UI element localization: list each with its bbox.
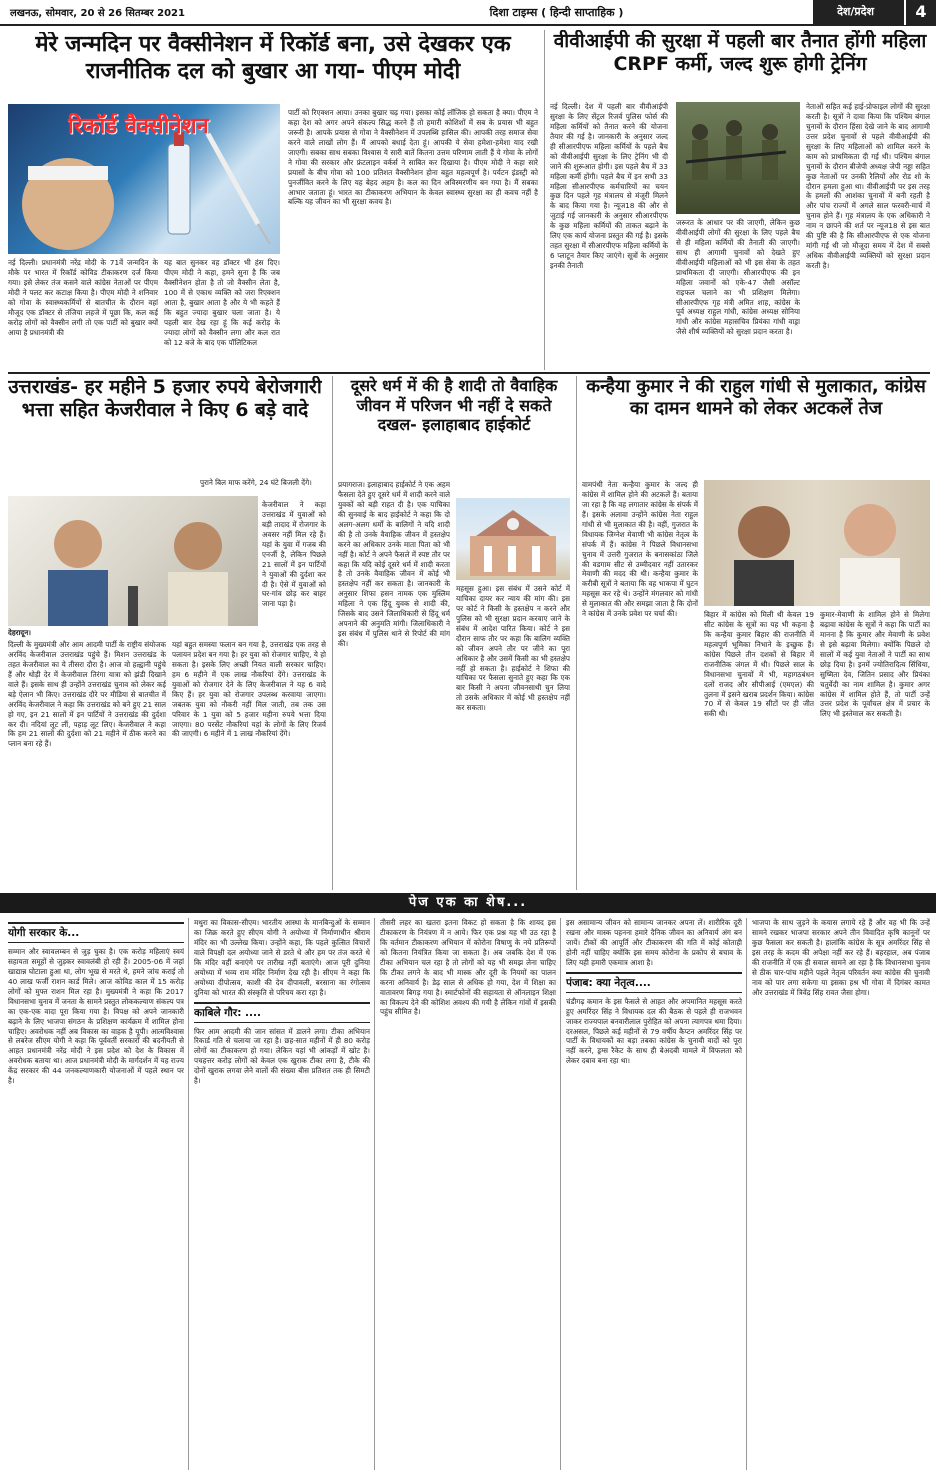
story1-col1: नई दिल्ली। प्रधानमंत्री नरेंद्र मोदी के 71वें जन्मदिन के मौके पर भारत में रिकॉर्ड कोविड टीकाकरण दर्ज किया गया। इसे लेकर तंज कसने वाले कांग्रेस नेताओं पर पीएम मोदी ने पलट कर कटाक्ष किया है। पीएम मोदी ने शनिवार को गोवा के स्वास्थ्यकर्मियों से बातचीत के दौरान वहां मौजूद एक डॉक्टर से तंजिया लहजे में पूछा कि, कल कई करोड़ लोगों को वैक्सीन लगी तो एक पार्टी को बुखार क्यों आया है प्रधानमंत्री की xyxy=(8,258,158,337)
story2-col2: जरूरत के आधार पर की जाएगी, लेकिन कुछ वीवीआईपी लोगों की सुरक्षा के लिए पहले बैच से ही महिला कर्मियों की तैनाती की जाएगी। साथ ही आगामी चुनावों को देखते हुए वीवीआईपी महिलाओं को भी इस सेवा के तहत प्राथमिकता दी जाएगी। सीआरपीएफ की इन महिला जवानों को एके-47 जैसी असॉल्ट राइफल चलाने का भी प्रशिक्षण मिलेगा। सीआरपीएफ गृह मंत्री अमित शाह, कांग्रेस के पूर्व अध्यक्ष राहुल गांधी, कांग्रेस अध्यक्ष सोनिया गांधी और कांग्रेस महासचिव प्रियंका गांधी वाड्रा जैसे शीर्ष व्यक्तियों को सुरक्षा प्रदान करता है। xyxy=(676,218,800,337)
rest-col1-text: सम्मान और स्वावलम्बन से जुड़ चुका है। एक करोड़ महिलाएं स्वयं सहायता समूहों से जुड़कर स्वावलंबी हो रही हैं। 2005-06 में जहां खाद्यान्न घोटाला हुआ था, लोग भूख से मरते थे, हमने जांच कराई तो 40 लाख फर्जी राशन कार्ड मिले। आज कोविड काल में 15 करोड़ लोगों को मुफ्त राशन मिल रहा है। मुख्यमंत्री ने कहा कि 2017 विधानसभा चुनाव में जनता के सामने प्रस्तुत लोककल्याण संकल्प पत्र का एक-एक वादा पूरा किया गया है। विपक्ष को अपने जानकारी बढ़ाने के लिए भाजपा संगठन के प्रशिक्षण कार्यक्रम में शामिल होना चाहिए। अवरोधक नहीं अब विकास का वाहक है यूपी। आत्मविश्वास से लबरेज सीएम योगी ने कहा कि पूर्ववर्ती सरकारों की बदनीयती से आहत प्रधानमंत्री नरेंद्र मोदी ने इस प्रदेश को देश के विकास में अवरोधक बताया था। आज प्रधानमंत्री मोदी के मार्गदर्शन में यह राज्य केंद्र सरकार की 44 जनकल्याणकारी योजनाओं में पहले स्थान पर है। xyxy=(8,947,184,1086)
vaccination-photo xyxy=(8,104,280,254)
story5-col1: वामपंथी नेता कन्हैया कुमार के जल्द ही कांग्रेस में शामिल होने की अटकलें हैं। बताया जा रहा है कि वह लगातार कांग्रेस के संपर्क में हैं। इसके अलावा उन्होंने कांग्रेस नेता राहुल गांधी से भी मुलाकात की है। वहीं, गुजरात के विधायक जिग्नेश मेवाणी भी कांग्रेस नेतृत्व के संपर्क में हैं। कांग्रेस ने पिछले विधानसभा चुनाव में उत्तरी गुजरात के बनासकांठा जिले की वडगाम सीट से उम्मीदवार नहीं उतारकर मेवाणी की मदद की थी। कन्हैया कुमार के करीबी सूत्रों ने बताया कि वह भाकपा में घुटन महसूस कर रहे थे। उन्होंने मंगलवार को गांधी से मुलाकात की और समझा जाता है कि दोनों ने कांग्रेस में उनके प्रवेश पर चर्चा की। xyxy=(582,480,698,619)
story4-col1: प्रयागराज। इलाहाबाद हाईकोर्ट ने एक अहम फैसला देते हुए दूसरे धर्म में शादी करने वाले युवकों को बड़ी राहत दी है। एक याचिका की सुनवाई के बाद हाईकोर्ट ने कहा कि दो अलग-अलग धर्मों के बालिगों ने यदि शादी की है तो उनके वैवाहिक जीवन में हस्तक्षेप करने का अधिकार उनके माता पिता को भी नहीं है। कोर्ट ने अपने फैसले में स्पष्ट तौर पर कहा कि यदि कोई दूसरे धर्म में शादी करता है तो उनके वैवाहिक जीवन में कोई भी हस्तक्षेप नहीं कर सकता है। जानकारी के अनुसार शिफा हसन नामक एक मुस्लिम महिला ने एक हिंदू युवक से शादी की, जिसके बाद उसने जिलाधिकारी से हिंदू धर्म अपनाने की अनुमति मांगी। जिलाधिकारी ने इस संबंध में पुलिस थाने से रिपोर्ट की मांग की। xyxy=(338,480,450,648)
continued-banner: पेज एक का शेष... xyxy=(0,893,936,913)
newspaper-name: दिशा टाइम्स ( हिन्दी साप्ताहिक ) xyxy=(489,5,624,19)
story1-col3: पार्टी को रिएक्शन आया। उनका बुखार चढ़ गया। इसका कोई लॉजिक हो सकता है क्या। पीएम ने कहा देश को अगर अपने संकल्प सिद्ध करने हैं तो हमारी कोशिशों में सब के प्रयास भी बहुत जरूरी है। आपके प्रयास से गोवा ने वैक्सीनेशन में उपलब्धि हासिल की। आपकी तरह समाज सेवा करने वाले लाखों लोग हैं। मैं आपको बधाई देता हूं। आपकी ये सेवा हमेशा-हमेशा याद रखी जाएगी। सबका साथ सबका विश्वास ये सारी बातें कितना उत्तम परिणाम लाती हैं ये गोवा के लोगों ने गोवा की सरकार और फ्रंटलाइन वर्कर्स ने साबित कर दिखाया है। पीएम मोदी ने कहा सारे प्रयासों के बीच गोवा को 100 प्रतिशत वैक्सीनेशन होना बहुत महत्वपूर्ण है। पर्यटन इंडस्ट्री को पुनर्जीवित करने के लिए यह बेहद अहम है। कल का दिन अविस्मरणीय बन गया है। मैं सबका आभार जताता हूं। भारत का टीकाकरण अभियान के केवल स्वास्थ्य सुरक्षा का ही कवच नहीं है बल्कि यह जीवन का भी सुरक्षा कवच है। xyxy=(288,108,538,207)
page-header xyxy=(0,0,936,26)
rest-col1-head: योगी सरकार के... xyxy=(8,922,184,943)
story4-col2: महसूस हुआ। इस संबंध में उसने कोर्ट में याचिका दायर कर न्याय की मांग की। इस पर कोर्ट ने किसी के हस्तक्षेप न करने और पुलिस को भी सुरक्षा प्रदान करवाए जाने के संबंध में आदेश पारित किया। कोर्ट ने इस दौरान साफ तौर पर कहा कि बालिग व्यक्ति को जीवन अपने तौर पर जीने का पूरा अधिकार है और उसमें किसी का भी हस्तक्षेप नहीं हो सकता है। हाईकोर्ट ने शिफा की याचिका पर फैसला सुनाते हुए कहा कि एक बार किसी ने अपना जीवनसाथी चुन लिया तो उसके अधिकार में कोई भी हस्तक्षेप नहीं कर सकता। xyxy=(456,584,570,713)
rest-col1 xyxy=(8,918,184,1470)
rest-col4 xyxy=(566,918,742,1470)
rest-col4-head: पंजाब: क्या नेतृत्व.... xyxy=(566,972,742,993)
story3-side: केजरीवाल ने कहा उत्तराखंड में युवाओं को बड़ी तादाद में रोजगार के अवसर नहीं मिल रहे हैं। यहां के युवा में गजब की एनर्जी है, लेकिन पिछले 21 सालों में इन पार्टियों ने युवाओं की दुर्दशा कर दी है। ऐसे में युवाओं को घर-गांव छोड़ कर बाहर जाना पड़ा है। xyxy=(262,500,326,609)
soldiers-icon xyxy=(676,102,800,214)
rest-col3: तीसरी लहर का खतरा इतना विकट हो सकता है कि शायद इस टीकाकरण के नियंत्रण में न आये। फिर एक प्रश्न यह भी उठ रहा है कि वर्तमान टीकाकरण अभियान में कोरोना विषाणु के नये प्रतिरूपों को कितना नियंत्रित किया जा सकता है। अब जबकि देश में एक टीका अभियान चल रहा है तो लोगों को यह भी समझ लेना चाहिए कि टीका लगने के बाद भी मास्क और दूरी के नियमों का पालन करना अनिवार्य है। डेढ़ साल से अधिक हो गया, देश में शिक्षा का वातावरण बिगड़ गया है। स्मार्टफोनों की सहायता से ऑनलाइन शिक्षा का विकल्प देने की कोशिश अवश्य की गयी है लेकिन गांवों में इसकी पहुंच सीमित है। xyxy=(380,918,556,1017)
speaker-icon xyxy=(8,496,258,626)
kejriwal-photo xyxy=(8,496,258,626)
page-number: 4 xyxy=(904,0,936,25)
story5-col3: कुमार-मेवाणी के शामिल होने से मिलेगा बढ़ावा कांग्रेस के सूत्रों ने कहा कि पार्टी का मानना है कि कुमार और मेवाणी के प्रवेश से इसे बढ़ावा मिलेगा। क्योंकि पिछले दो सालों में कई युवा नेताओं ने पार्टी का साथ छोड़ दिया है। इनमें ज्योतिरादित्य सिंधिया, सुष्मिता देव, जितिन प्रसाद और प्रियंका चतुर्वेदी का नाम शामिल है। कुमार अगर कांग्रेस में शामिल होते हैं, तो पार्टी उन्हें उत्तर प्रदेश के पूर्वांचल क्षेत्र में प्रचार के लिए भी इस्तेमाल कर सकती है। xyxy=(820,610,930,719)
rest-col2-bot: फिर आम आदमी की जान सांसत में डालने लगा। टीका अभियान रिकार्ड गति से चलाया जा रहा है। छह-सात महीनों में ही 80 करोड़ लोगों का टीकाकरण हो गया। लेकिन यहां भी आंकड़ों में खोट है। पचहत्तर करोड़ लोगों को केवल एक खुराक टीका लगा है, टीके की दोनों खुराक लगवा लेने वालों की संख्या बीस प्रतिशत तक ही सिमटी है। xyxy=(194,1026,370,1086)
story3-headline: उत्तराखंड- हर महीने 5 हजार रुपये बेरोजगारी भत्ता सहित केजरीवाल ने किए 6 बड़े वादे xyxy=(8,376,322,422)
story2-col3: नेताओं सहित कई हाई-प्रोफाइल लोगों की सुरक्षा करती है। सूत्रों ने दावा किया कि पश्चिम बंगाल चुनावों के दौरान हिंसा देखे जाने के बाद आगामी उत्तर प्रदेश चुनावों से पहले वीवीआईपी की सुरक्षा के लिए महिलाओं को शामिल करने के काम को प्राथमिकता दी गई थी। पश्चिम बंगाल चुनावों के दौरान बीजेपी अध्यक्ष जेपी नड्डा सहित कुछ नेताओं पर उनकी रैलियों और रोड शो के दौरान हमला हुआ था। वीवीआईपी पर इस तरह के हमलों की आशंका चुनावों में बनी रहती है और पांच राज्यों में अगले साल फरवरी-मार्च में चुनाव होने हैं। गृह मंत्रालय के एक अधिकारी ने नाम न छापने की शर्त पर न्यूज18 से इस बात की पुष्टि की है कि सीआरपीएफ से एक योजना मांगी गई थी जो मौजूदा समय में देश में सबसे अधिक वीवीआईपी व्यक्तियों को सुरक्षा प्रदान करती है। xyxy=(806,102,930,270)
two-leaders-icon xyxy=(704,480,930,606)
rest-col2-top: मथुरा का विकास-सीएम। भारतीय आस्था के मानबिन्दुओं के सम्मान का जिक्र करते हुए सीएम योगी ने अयोध्या में निर्माणाधीन श्रीराम मंदिर का भी उल्लेख किया। उन्होंने कहा, कि पहले कुत्सित विचारों वाले विपक्षी दल अयोध्या जाने से डरते थे और हम पर तंज करते थे कि मंदिर वहीं बनाएंगे पर तारीख नहीं बताएंगे। आज पूरी दुनिया अयोध्या में भव्य राम मंदिर निर्माण देख रही है। सीएम ने कहा कि अयोध्या दीपोत्सव, काशी की देव दीपावली, बरसाना का रंगोत्सव दुनिया को भारत की संस्कृति से परिचय करा रहा है। xyxy=(194,918,370,997)
rest-col2 xyxy=(194,918,370,1470)
story3-dateline: देहरादून। xyxy=(8,628,31,637)
section-label: देश/प्रदेश xyxy=(813,0,904,25)
photo-caption: रिकॉर्ड वैक्सीनेशन xyxy=(68,114,209,139)
story3-intro: पुराने बिल माफ करेंगे, 24 घंटे बिजली देंगे। xyxy=(200,478,312,487)
story3-col2: यहां बहुत समस्या फलान बन गया है, उत्तराखंड एक तरह से पलायन प्रदेश बन गया है। हर युवा को रोजगार चाहिए, ये हो सकता है। इसके लिए अच्छी नियत वाली सरकार चाहिए। हम 6 महीने में एक लाख नौकरियां देंगे। उत्तराखंड के युवाओं को रोजगार देने के लिए केजरीवाल ने यह 6 वादे किए हैं। हर युवा को रोजगार उपलब्ध करवाया जाएगा। जबतक युवा को नौकरी नहीं मिल जाती, तब तक उस परिवार के 1 युवा को 5 हजार महीना रुपये भत्ता दिया जाएगा। 80 परसेंट नौकरियां यहां के लोगों के लिए रिजर्व की जाएगी। 6 महीने में 1 लाख नौकरियां देंगे। xyxy=(172,640,326,739)
rest-col5: भाजपा के साथ जुड़ने के कयास लगाये रहे हैं और वह भी कि उन्हें सामने रखकर भाजपा सरकार अपने तीन विवादित कृषि कानूनों पर कुछ फैसला कर सकती है। हालांकि कांग्रेस के सूत्र अमरिंदर सिंह से इस तरह के कदम की अपेक्षा नहीं कर रहे हैं। बहरहाल, अब पंजाब की राजनीति में एक ही सवाल सामने आ रहा है कि विधानसभा चुनाव से ठीक चार-पांच महीने पहले नेतृत्व परिवर्तन क्या कांग्रेस की चुनावी नाव को पार लगा सकेगा या इसका हश्र भी गोवा में दिगंबर कामत और उत्तराखंड में त्रिवेंद्र सिंह रावत जैसा होगा। xyxy=(752,918,930,997)
rest-col4-bot: चंडीगढ़ कमान के इस फैसले से आहत और अपमानित महसूस करते हुए अमरिंदर सिंह ने विधायक दल की बैठक से पहले ही राजभवन जाकर राज्यपाल बनवारीलाल पुरोहित को अपना त्यागपत्र थमा दिया। दरअसल, पिछले कई महीनों से 79 वर्षीय कैप्टन अमरिंदर सिंह पर पार्टी के विधायकों का बड़ा तबका कांग्रेस के चुनावी वादों को पूरा नहीं करने, ड्रग्स रैकेट के साथ ही बेअदबी मामले में विफलता को लेकर दबाव बना रहा था। xyxy=(566,996,742,1066)
court-building-icon xyxy=(456,498,570,580)
story1-col2: यह बात सुनकर वह डॉक्टर भी हंस दिए। पीएम मोदी ने कहा, हमने सुना है कि जब वैक्सीनेशन होता है तो जो वैक्सीन लेता है, 100 में से एकाध व्यक्ति को जरा रिएक्शन आता है, बुखार आता है और ये भी कहते हैं कि बहुत ज्यादा बुखार चला जाता है। ये पहली बार देख रहा हूं कि कई करोड़ के ज्यादा लोगों को वैक्सीन लगा और कल रात को 12 बजे के बाद एक पॉलिटिकल xyxy=(164,258,280,347)
story1-headline: मेरे जन्मदिन पर वैक्सीनेशन में रिकॉर्ड बना, उसे देखकर एक राजनीतिक दल को बुखार आ गया- पीएम मोदी xyxy=(35,32,511,84)
story5-headline: कन्हैया कुमार ने की राहुल गांधी से मुलाकात, कांग्रेस का दामन थामने को लेकर अटकलें तेज xyxy=(586,376,926,419)
story5-col2: बिहार में कांग्रेस को मिली थी केवल 19 सीट कांग्रेस के सूत्रों का यह भी कहना है कि कन्हैया कुमार बिहार की राजनीति में महत्वपूर्ण भूमिका निभाने के इच्छुक हैं। कांग्रेस पिछले तीन दशकों से बिहार में राजनीतिक जंगल में थी। पिछले साल के विधानसभा चुनावों में भी, महागठबंधन दलों राजद और सीपीआई (एमएल) की तुलना में इसने खराब प्रदर्शन किया। कांग्रेस 70 में से केवल 19 सीटों पर ही जीत सकी थी। xyxy=(704,610,814,719)
kanhaiya-rahul-photo xyxy=(704,480,930,606)
rest-col4-top: इस असामान्य जीवन को सामान्य जानकर अपना लें। शारीरिक दूरी रखना और मास्क पहनना हमारे दैनिक जीवन का अनिवार्य अंग बन जायें। टीकों की आपूर्ति और टीकाकरण की गति में कोई कोताही होनी नहीं चाहिए क्योंकि इस समय कोरोना के प्रकोप से बचाव के लिए यही हमारी एकमात्र आशा है। xyxy=(566,918,742,967)
story2-headline: वीवीआईपी की सुरक्षा में पहली बार तैनात होंगी महिला CRPF कर्मी, जल्द शुरू होगी ट्रेनिंग xyxy=(553,30,927,76)
story4-headline: दूसरे धर्म में की है शादी तो वैवाहिक जीवन में परिजन भी नहीं दे सकते दखल- इलाहाबाद हाईकोर्ट xyxy=(350,376,558,435)
story3-col1: दिल्ली के मुख्यमंत्री और आम आदमी पार्टी के राष्ट्रीय संयोजक अरविंद केजरीवाल उत्तराखंड पहुंचे हैं। मिशन उत्तराखंड के तहत केजरीवाल का ये तीसरा दौरा है। आज वो हल्द्वानी पहुंचे हैं और थोड़ी देर में केजरीवाल तिरंगा यात्रा को झंडी दिखाने वाले हैं। इसके साथ ही उन्होंने उत्तराखंड चुनाव को लेकर कई बड़े ऐलान भी किए। उत्तराखंड दौरे पर मीडिया से बातचीत में अरविंद केजरीवाल ने कहा कि उत्तराखंड को बने हुए 21 साल हो गए, इन 21 सालों में इन पार्टियों ने उत्तराखंड की दुर्दशा कर दी। नदियां लूट लीं, पहाड़ लूट लिए। केजरीवाल ने कहा कि हम 21 सालों की दुर्दशा को 21 महीने में ठीक करने का प्लान बना रहे हैं। xyxy=(8,640,166,749)
story2-col1: नई दिल्ली। देश में पहली बार वीवीआईपी सुरक्षा के लिए सेंट्रल रिजर्व पुलिस फोर्स की महिला कर्मियों को तैनात करने की योजना तैयार की गई है। जानकारी के अनुसार जल्द ही सीआरपीएफ महिला कर्मियों के पहले बैच को वीवीआईपी सुरक्षा के लिए ट्रेनिंग भी दी जाने की शुरूआत होगी। इस पहले बैच में 33 महिला कर्मी होंगी। पहले बैच में इन सभी 33 महिला सीआरपीएफ कर्मचारियों का चयन कुछ दिन पहले गृह मंत्रालय से मंजूरी मिलने के बाद किया गया है। न्यूज18 की और से जुटाई गई जानकारी के अनुसार सीआरपीएफ के कुछ महिला कर्मियों की ताकत बढ़ाने के लिए एक कार्य योजना प्रस्तुत की गई है। इसके तहत सुरक्षा में सीआरपीएफ महिला कर्मियों के 6 प्लाटून तैयार किए जाएंगे। सूत्रों के अनुसार इनकी तैनाती xyxy=(550,102,668,270)
court-photo xyxy=(456,498,570,580)
crpf-photo xyxy=(676,102,800,214)
rest-col2-head: काबिले गौर: .... xyxy=(194,1002,370,1023)
header-date: लखनऊ, सोमवार, 20 से 26 सितम्बर 2021 xyxy=(10,8,185,19)
